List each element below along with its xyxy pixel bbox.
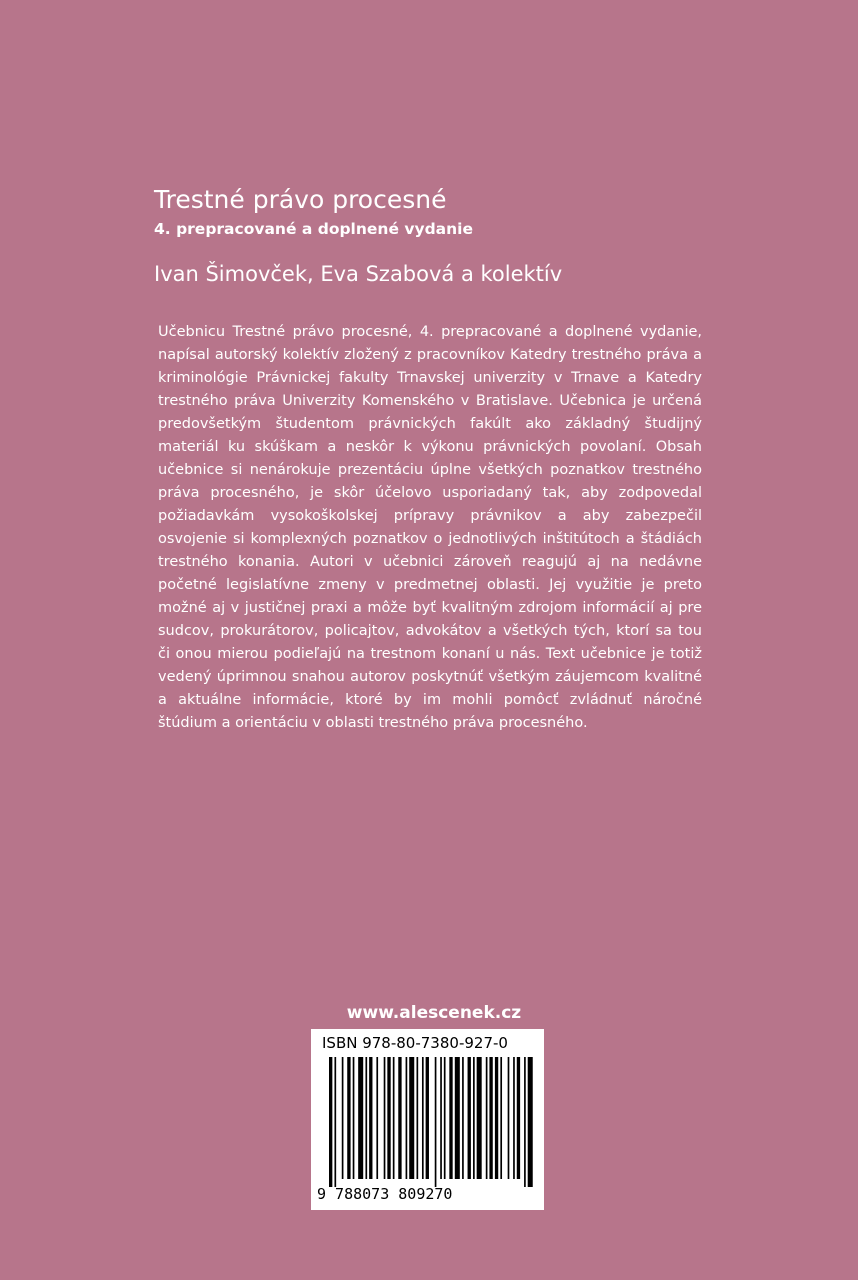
- barcode-bar: [376, 1057, 378, 1179]
- barcode-bar: [334, 1057, 336, 1187]
- barcode-bar: [387, 1057, 390, 1179]
- barcode-bar: [528, 1057, 533, 1187]
- barcode-bar: [342, 1057, 344, 1179]
- book-description: Učebnicu Trestné právo procesné, 4. prepracované a doplnené vydanie, napísal autorský kolektív zložený z pracovníkov Katedry trestného práva a kriminológie Právnickej fakulty Trnavskej univerzity v Trnave a Katedry trestného práva Univerzity Komenského v Bratislave. Učebnica je určená predovšetkým študentom právnických fakúlt ako základný študijný materiál ku skúškam a neskôr k výkonu právnických povolaní. Obsah učebnice si nenárokuje prezentáciu úplne všetkých poznatkov trestného práva procesného, je skôr účelovo usporiadaný tak, aby zodpovedal požiadavkám vysokoškolskej prípravy právnikov a aby zabezpečil osvojenie si komplexných poznatkov o jednotlivých inštitútoch a štádiách trestného konania. Autori v učebnici zároveň reagujú aj na nedávne početné legislatívne zmeny v predmetnej oblasti. Jej využitie je preto možné aj v justičnej praxi a môže byť kvalitným zdrojom informácií aj pre sudcov, prokurátorov, policajtov, advokátov a všetkých tých, ktorí sa tou či onou mierou podieľajú na trestnom konaní u nás. Text učebnice je totiž vedený úprimnou snahou autorov poskytnúť všetkým záujemcom kvalitné a aktuálne informácie, ktoré by im mohli pomôcť zvládnuť náročné štúdium a orientáciu v oblasti trestného práva procesného.: [158, 324, 702, 731]
- barcode-bar: [455, 1057, 460, 1179]
- publisher-website[interactable]: www.alescenek.cz: [346, 1003, 522, 1023]
- barcode-bar: [500, 1057, 502, 1179]
- barcode-bar: [406, 1057, 408, 1179]
- barcode-bar: [524, 1057, 526, 1187]
- barcode-bar: [422, 1057, 424, 1179]
- barcode-bar: [384, 1057, 386, 1179]
- barcode-bar: [440, 1057, 442, 1179]
- barcode-bars: [329, 1057, 535, 1187]
- barcode-bar: [489, 1057, 492, 1179]
- barcode-bar: [426, 1057, 429, 1179]
- book-title: Trestné právo procesné: [154, 185, 447, 214]
- barcode-bar: [358, 1057, 363, 1179]
- ean-digits: 9 788073 809270: [317, 1185, 453, 1203]
- barcode-bar: [449, 1057, 452, 1179]
- barcode-bar: [369, 1057, 372, 1179]
- book-authors: Ivan Šimovček, Eva Szabová a kolektív: [154, 262, 563, 286]
- barcode-bar: [365, 1057, 367, 1179]
- isbn-label: ISBN 978-80-7380-927-0: [322, 1034, 508, 1052]
- barcode-bar: [508, 1057, 510, 1179]
- barcode-bar: [477, 1057, 482, 1179]
- barcode-bar: [347, 1057, 350, 1179]
- barcode-bar: [513, 1057, 515, 1179]
- barcode-bar: [409, 1057, 414, 1179]
- barcode-bar: [495, 1057, 498, 1179]
- barcode-bar: [329, 1057, 332, 1187]
- barcode-bar: [353, 1057, 355, 1179]
- barcode-bar: [462, 1057, 464, 1179]
- barcode-bar: [444, 1057, 446, 1179]
- barcode-bar: [468, 1057, 471, 1179]
- barcode-bar: [393, 1057, 395, 1179]
- barcode-bar: [486, 1057, 488, 1179]
- book-edition: 4. prepracované a doplnené vydanie: [154, 220, 473, 238]
- barcode-panel: [311, 1029, 544, 1210]
- barcode-bar: [398, 1057, 401, 1179]
- barcode-bar: [435, 1057, 437, 1187]
- barcode-bar: [417, 1057, 419, 1179]
- barcode-bar: [473, 1057, 475, 1179]
- barcode-bar: [517, 1057, 520, 1179]
